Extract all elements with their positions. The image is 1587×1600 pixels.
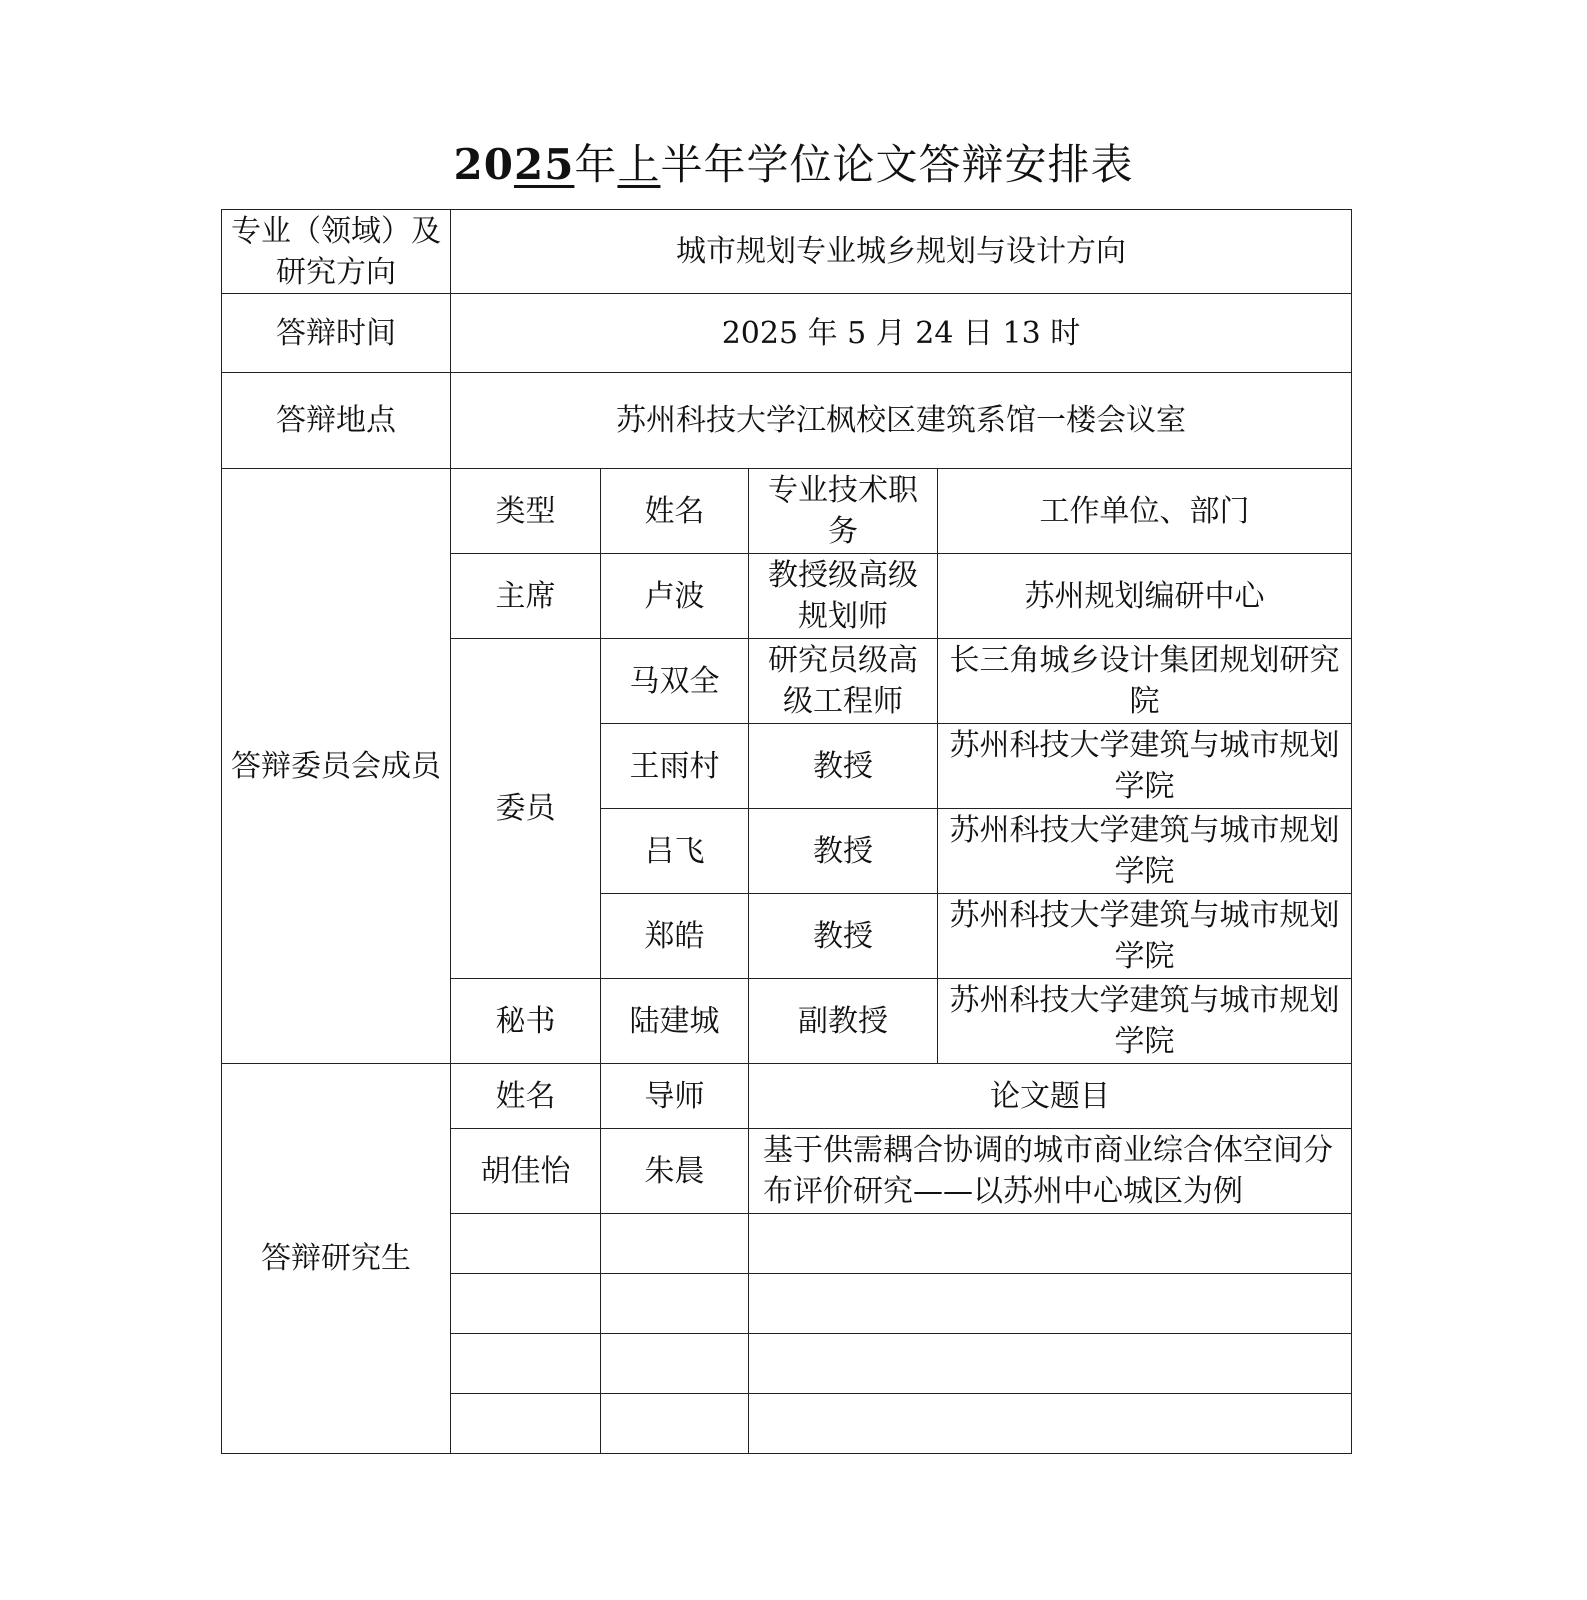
committee-header-title: 专业技术职务 bbox=[749, 469, 938, 554]
students-header-thesis: 论文题目 bbox=[749, 1064, 1352, 1129]
page-title bbox=[0, 140, 1587, 190]
role-member: 委员 bbox=[451, 639, 601, 979]
member-name: 吕飞 bbox=[601, 809, 749, 894]
empty-cell bbox=[601, 1214, 749, 1274]
title-half-char: 上 bbox=[617, 140, 661, 189]
empty-cell bbox=[601, 1274, 749, 1334]
empty-cell bbox=[451, 1274, 601, 1334]
role-chair: 主席 bbox=[451, 554, 601, 639]
empty-cell bbox=[749, 1334, 1352, 1394]
member-name: 王雨村 bbox=[601, 724, 749, 809]
major-value: 城市规划专业城乡规划与设计方向 bbox=[451, 210, 1352, 294]
member-name: 陆建城 bbox=[601, 979, 749, 1064]
member-title: 教授 bbox=[749, 894, 938, 979]
empty-cell bbox=[749, 1214, 1352, 1274]
defense-schedule-table bbox=[221, 209, 1352, 1454]
time-label: 答辩时间 bbox=[222, 294, 451, 373]
committee-header-row bbox=[222, 469, 1352, 554]
students-label: 答辩研究生 bbox=[222, 1064, 451, 1454]
title-year-suffix: 25 bbox=[513, 140, 575, 189]
member-title: 教授 bbox=[749, 724, 938, 809]
students-header-advisor: 导师 bbox=[601, 1064, 749, 1129]
place-value: 苏州科技大学江枫校区建筑系馆一楼会议室 bbox=[451, 373, 1352, 469]
role-secretary: 秘书 bbox=[451, 979, 601, 1064]
empty-cell bbox=[749, 1394, 1352, 1454]
time-value: 2025 年 5 月 24 日 13 时 bbox=[451, 294, 1352, 373]
major-row bbox=[222, 210, 1352, 294]
member-unit: 长三角城乡设计集团规划研究院 bbox=[938, 639, 1352, 724]
student-thesis: 基于供需耦合协调的城市商业综合体空间分布评价研究——以苏州中心城区为例 bbox=[749, 1129, 1352, 1214]
title-rest: 半年学位论文答辩安排表 bbox=[660, 140, 1134, 189]
empty-cell bbox=[601, 1394, 749, 1454]
empty-cell bbox=[451, 1334, 601, 1394]
member-title: 研究员级高级工程师 bbox=[749, 639, 938, 724]
member-title: 教授 bbox=[749, 809, 938, 894]
member-title: 教授级高级规划师 bbox=[749, 554, 938, 639]
committee-header-unit: 工作单位、部门 bbox=[938, 469, 1352, 554]
member-unit: 苏州科技大学建筑与城市规划学院 bbox=[938, 979, 1352, 1064]
title-year-prefix: 20 bbox=[453, 140, 514, 189]
major-label: 专业（领域）及研究方向 bbox=[222, 210, 451, 294]
time-row bbox=[222, 294, 1352, 373]
member-unit: 苏州科技大学建筑与城市规划学院 bbox=[938, 724, 1352, 809]
member-unit: 苏州科技大学建筑与城市规划学院 bbox=[938, 809, 1352, 894]
committee-header-name: 姓名 bbox=[601, 469, 749, 554]
students-header-row bbox=[222, 1064, 1352, 1129]
student-advisor: 朱晨 bbox=[601, 1129, 749, 1214]
member-name: 郑皓 bbox=[601, 894, 749, 979]
place-label: 答辩地点 bbox=[222, 373, 451, 469]
committee-label: 答辩委员会成员 bbox=[222, 469, 451, 1064]
empty-cell bbox=[451, 1214, 601, 1274]
students-header-name: 姓名 bbox=[451, 1064, 601, 1129]
member-unit: 苏州规划编研中心 bbox=[938, 554, 1352, 639]
member-name: 马双全 bbox=[601, 639, 749, 724]
committee-header-type: 类型 bbox=[451, 469, 601, 554]
member-unit: 苏州科技大学建筑与城市规划学院 bbox=[938, 894, 1352, 979]
place-row bbox=[222, 373, 1352, 469]
student-name: 胡佳怡 bbox=[451, 1129, 601, 1214]
empty-cell bbox=[749, 1274, 1352, 1334]
member-title: 副教授 bbox=[749, 979, 938, 1064]
member-name: 卢波 bbox=[601, 554, 749, 639]
empty-cell bbox=[601, 1334, 749, 1394]
empty-cell bbox=[451, 1394, 601, 1454]
title-year-char: 年 bbox=[574, 140, 618, 189]
